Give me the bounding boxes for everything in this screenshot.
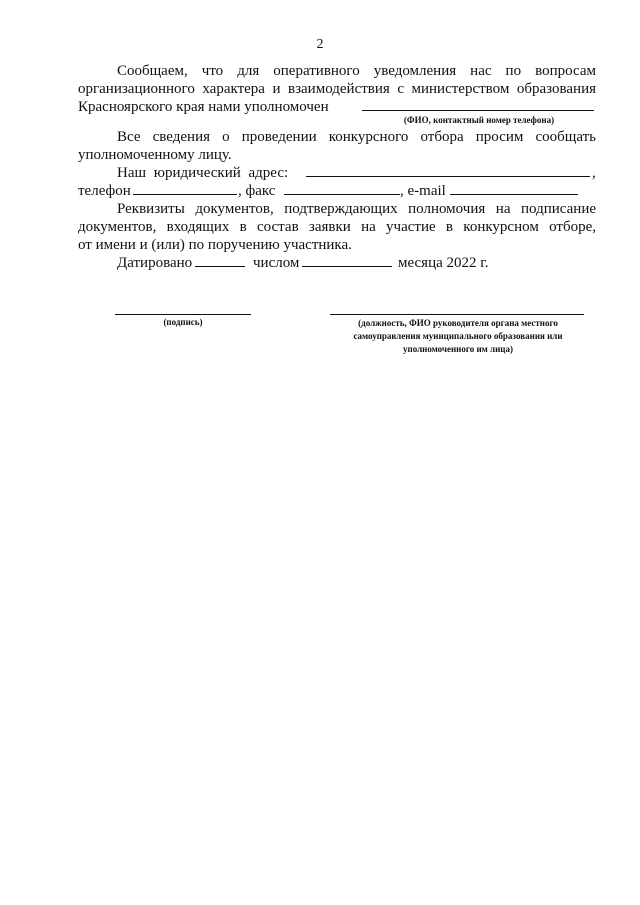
month-field[interactable] <box>302 254 392 267</box>
paragraph-4-line-3: от имени и (или) по поручению участника. <box>78 237 352 253</box>
paragraph-2-line-2: уполномоченному лицу. <box>78 147 232 163</box>
fax-label: , факс <box>238 183 276 199</box>
fax-field[interactable] <box>284 182 400 195</box>
phone-field[interactable] <box>133 182 237 195</box>
authorized-person-caption: (ФИО, контактный номер телефона) <box>403 115 555 125</box>
day-label: числом <box>253 255 300 271</box>
legal-address-label: Наш юридический адрес: <box>117 165 289 181</box>
paragraph-1-line-2: организационного характера и взаимодействия с министерством образования <box>78 81 596 97</box>
dated-label: Датировано <box>117 255 193 271</box>
legal-address-line <box>78 164 596 182</box>
contacts-line <box>78 182 596 200</box>
signature-caption: (подпись) <box>163 317 203 327</box>
month-year-label: месяца 2022 г. <box>398 255 489 271</box>
position-name-line[interactable] <box>330 314 584 315</box>
position-name-caption-2: самоуправления муниципального образования или <box>353 331 563 341</box>
paragraph-4-line-2: документов, входящих в состав заявки на участие в конкурсном отборе, <box>78 219 596 235</box>
position-name-caption-1: (должность, ФИО руководителя органа местного <box>358 318 558 328</box>
signature-line[interactable] <box>115 314 251 315</box>
paragraph-1-line-3 <box>78 98 596 116</box>
paragraph-2-line-1: Все сведения о проведении конкурсного отбора просим сообщать <box>117 129 596 145</box>
legal-address-field[interactable] <box>306 164 590 177</box>
page-number: 2 <box>316 37 324 52</box>
email-field[interactable] <box>450 182 578 195</box>
day-field[interactable] <box>195 254 245 267</box>
paragraph-4-line-1: Реквизиты документов, подтверждающих полномочия на подписание <box>117 201 596 217</box>
phone-label: телефон <box>78 183 131 199</box>
paragraph-1-line-1: Сообщаем, что для оперативного уведомления нас по вопросам <box>117 63 596 79</box>
authorized-person-label: Красноярского края нами уполномочен <box>78 99 329 115</box>
position-name-caption-3: уполномоченного им лица) <box>403 344 513 354</box>
authorized-person-field[interactable] <box>362 98 594 111</box>
legal-address-comma: , <box>592 165 596 181</box>
email-label: , e-mail <box>400 183 446 199</box>
date-line <box>78 254 596 272</box>
